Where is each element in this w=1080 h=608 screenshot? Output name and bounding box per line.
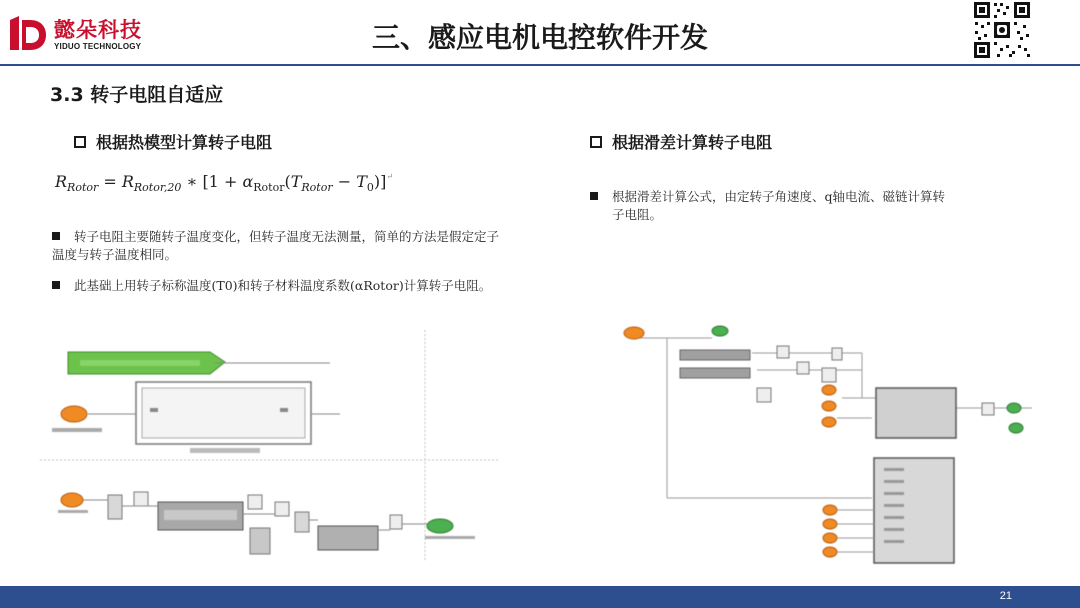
right-subheading (590, 130, 772, 153)
formula-r-sub: Rotor,20 (133, 181, 182, 195)
logo-chinese-name: 懿朵科技 (54, 17, 142, 42)
rotor-resistance-formula (55, 172, 393, 194)
paragraph-mark-icon: ↵ (386, 172, 394, 181)
left-bullet-1-text: 转子电阻主要随转子温度变化，但转子温度无法测量，简单的方法是假定定子温度与转子温度相同。 (52, 229, 500, 262)
formula-t-sub: Rotor (301, 181, 333, 195)
formula-minus: − (332, 172, 357, 191)
formula-alpha: α (242, 172, 254, 191)
logo-english-name: YIDUO TECHNOLOGY (54, 41, 142, 51)
header-divider (0, 64, 1080, 66)
formula-lhs-sub: Rotor (67, 181, 99, 195)
formula-paren: ( (284, 172, 291, 191)
slide-header (0, 0, 1080, 66)
page-number: 21 (999, 590, 1012, 602)
formula-close: )] (373, 172, 387, 191)
right-subheading-text: 根据滑差计算转子电阻 (612, 133, 773, 152)
qr-code-icon (972, 0, 1032, 60)
formula-lhs: R (55, 172, 68, 191)
left-bullet-1 (52, 228, 507, 264)
left-subheading (74, 130, 272, 153)
formula-eq: = (98, 172, 122, 191)
formula-alpha-sub: Rotor (253, 181, 285, 195)
formula-t0: T (356, 172, 367, 191)
right-bullet-line-2: 子电阻。 (612, 207, 663, 222)
left-bullet-2 (52, 277, 507, 295)
thermal-model-diagram (40, 330, 500, 560)
section-title: 3.3 转子电阻自适应 (50, 84, 224, 106)
right-bullet-line-1: 根据滑差计算公式，由定转子角速度、q轴电流、磁链计算转 (612, 189, 946, 204)
left-bullet-2-text: 此基础上用转子标称温度(T0)和转子材料温度系数(αRotor)计算转子电阻。 (74, 278, 492, 293)
slip-model-diagram (612, 318, 1042, 568)
formula-mid: ∗ [1 + (181, 172, 243, 191)
checkbox-bullet-icon (74, 136, 86, 148)
formula-t: T (290, 172, 302, 191)
square-bullet-icon (590, 192, 598, 200)
left-subheading-text: 根据热模型计算转子电阻 (96, 133, 273, 152)
checkbox-bullet-icon (590, 136, 602, 148)
right-bullet-1 (590, 188, 1040, 224)
formula-r: R (121, 172, 134, 191)
square-bullet-icon (52, 281, 60, 289)
formula-t0-sub: 0 (366, 181, 374, 195)
slide-footer-bar (0, 586, 1080, 608)
slide-title: 三、感应电机电控软件开发 (371, 21, 708, 54)
square-bullet-icon (52, 232, 60, 240)
